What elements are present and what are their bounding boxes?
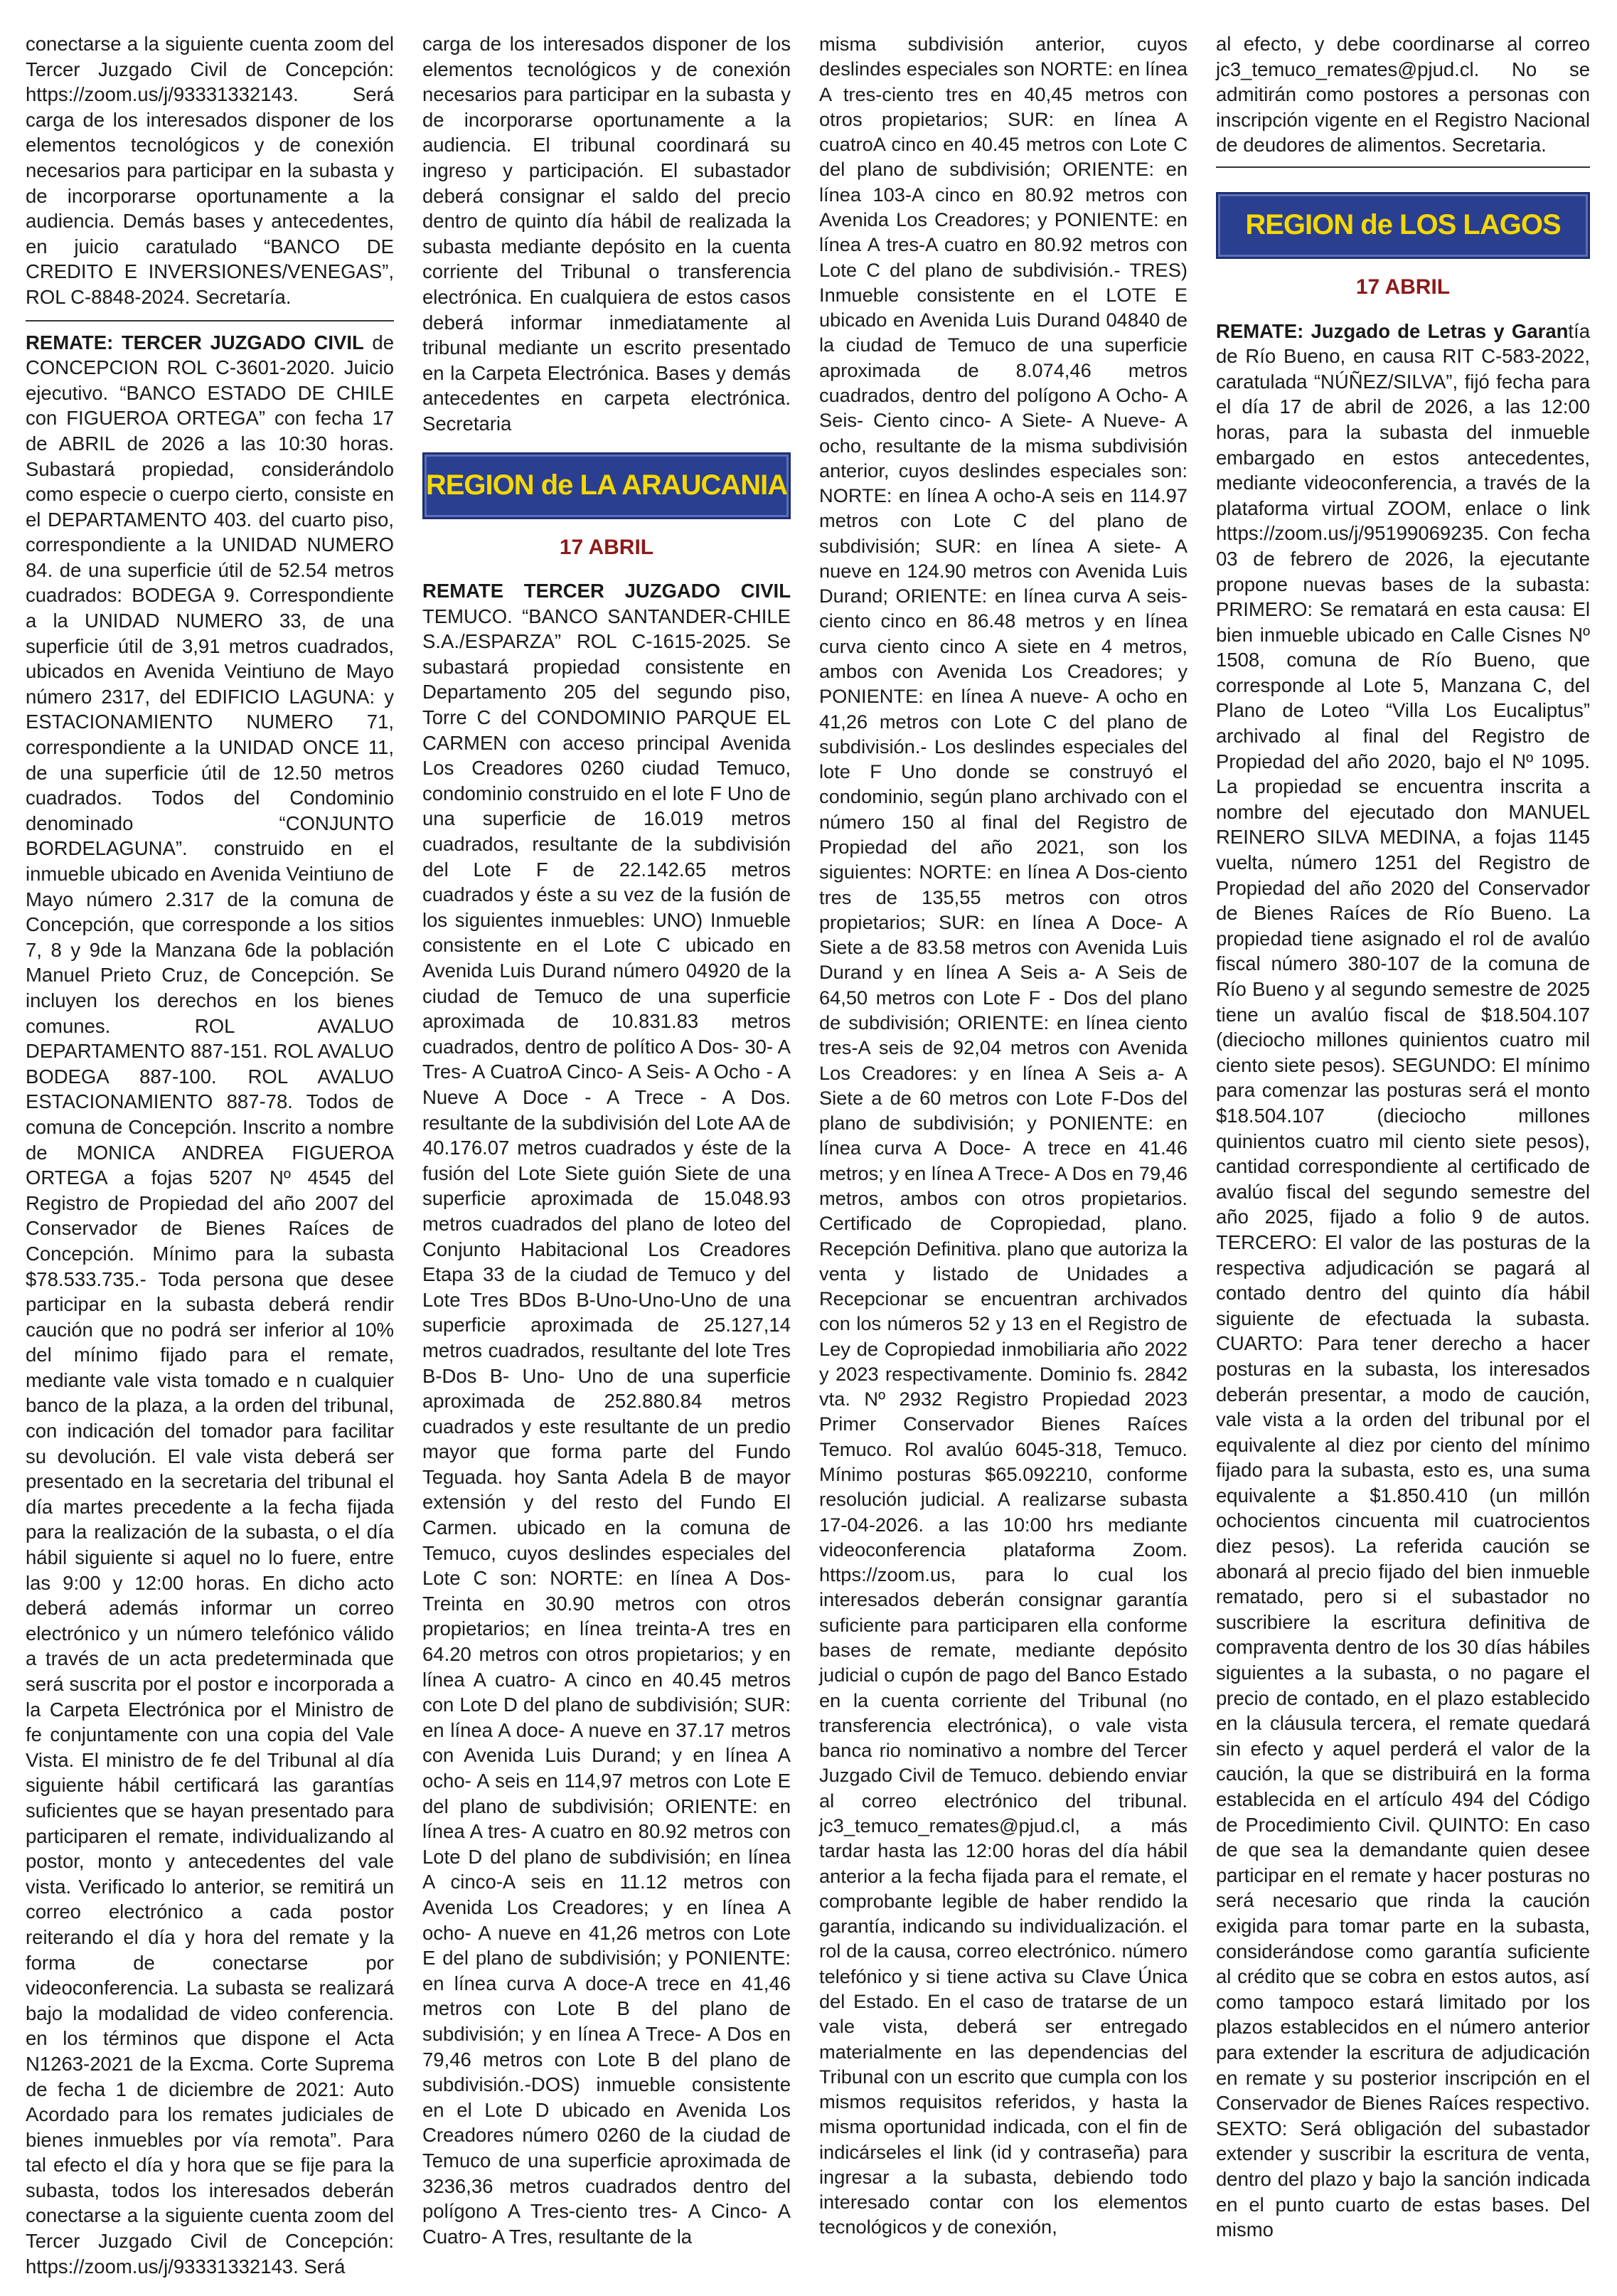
section-date: 17 ABRIL [559, 535, 654, 559]
divider [26, 320, 394, 321]
notice-temuco [422, 578, 791, 2249]
notice-heading: REMATE: Juzgado de Letras y Garan [1216, 319, 1569, 342]
notice-rio-bueno [1216, 319, 1590, 2243]
notice-body: TEMUCO. “BANCO SANTANDER-CHILE S.A./ESPARZA” ROL C-1615-2025. Se subastará propiedad consistente en Departamento 205 del segundo piso, Torre C del CONDOMINIO PARQUE EL CARMEN con acceso principal Avenida Los Creadores 0260 ciudad Temuco, condominio construido en el lote F Uno de una superficie de 16.019 metros cuadrados, resultante de la subdivisión del Lote F de 22.142.65 metros cuadrados y éste a su vez de la fusión de los siguientes inmuebles: UNO) Inmueble consistente en el Lote C ubicado en Avenida Luis Durand número 04920 de la ciudad de Temuco de una superficie aproximada de 10.831.83 metros cuadrados, dentro de político A Dos- 30- A Tres- A CuatroA Cinco- A Seis- A Ocho - A Nueve A Doce - A Trece - A Dos. resultante de la subdivisión del Lote AA de 40.176.07 metros cuadrados y éste de la fusión del Lote Siete guión Siete de una superficie aproximada de 15.048.93 metros cuadrados del plano de loteo del Conjunto Habitacional Los Creadores Etapa 33 de la ciudad de Temuco y del Lote Tres BDos B-Uno-Uno-Uno de una superficie aproximada de 25.127,14 metros cuadrados, resultante del lote Tres B-Dos B- Uno- Uno de una superficie aproximada de 252.880.84 metros cuadrados y este resultante de un predio mayor que forma parte del Fundo Teguada. hoy Santa Adela B de mayor extensión y del resto del Fundo El Carmen. ubicado en la comuna de Temuco, cuyos deslindes especiales del Lote C son: NORTE: en línea A Dos-Treinta en 30.90 metros con otros propietarios; en línea treinta-A tres en 64.20 metros con otros propietarios; y en línea A cuatro- A cinco en 40.45 metros con Lote D del plano de subdivisión; SUR: en línea A doce- A nueve en 37.17 metros con Avenida Luis Durand; y en línea A ocho- A seis en 114,97 metros con Lote E del plano de subdivisión; ORIENTE: en línea A tres- A cuatro en 80.92 metros con Lote D del plano de subdivisión; en línea A cinco-A seis en 11.12 metros con Avenida Los Creadores; y en línea A ocho- A nueve en 41,26 metros con Lote E del plano de subdivisión; y PONIENTE: en línea curva A doce-A trece en 41,46 metros con Lote B del plano de subdivisión; y en línea A Trece- A Dos en 79,46 metros con Lote B del plano de subdivisión.-DOS) inmueble consistente en el Lote D ubicado en Avenida Los Creadores número 0260 de la ciudad de Temuco de una superficie aproximada de 3236,36 metros cuadrados dentro del polígono A Tres-ciento tres- A Cinco- A Cuatro- A Tres, resultante de la [422, 605, 791, 2248]
notice-body: de CONCEPCION ROL C-3601-2020. Juicio ejecutivo. “BANCO ESTADO DE CHILE con FIGUEROA ORTEGA” con fecha 17 de ABRIL de 2026 a las 10:30 horas. Subastará propiedad, considerándolo como especie o cuerpo cierto, consiste en el DEPARTAMENTO 403. del cuarto piso, correspondiente a la UNIDAD NUMERO 84. de una superficie útil de 52.54 metros cuadrados: BODEGA 9. Correspondiente a la UNIDAD NUMERO 33, de una superficie útil de 3,91 metros cuadrados, ubicados en Avenida Veintiuno de Mayo número 2317, del EDIFICIO LAGUNA: y ESTACIONAMIENTO NUMERO 71, correspondiente a la UNIDAD ONCE 11, de una superficie útil de 12.50 metros cuadrados. Todos del Condominio denominado “CONJUNTO BORDELAGUNA”. construido en el inmueble ubicado en Avenida Veintiuno de Mayo número 2.317 de la comuna de Concepción, que corresponde a los sitios 7, 8 y 9de la Manzana 6de la población Manuel Prieto Cruz, de Concepción. Se incluyen los derechos en los bienes comunes. ROL AVALUO DEPARTAMENTO 887-151. ROL AVALUO BODEGA 887-100. ROL AVALUO ESTACIONAMIENTO 887-78. Todos de comuna de Concepción. Inscrito a nombre de MONICA ANDREA FIGUEROA ORTEGA a fojas 5207 Nº 4545 del Registro de Propiedad del año 2007 del Conservador de Bienes Raíces de Concepción. Mínimo para la subasta $78.533.735.- Toda persona que desee participar en la subasta deberá rendir caución que no podrá ser inferior al 10% del mínimo fijado para el remate, mediante vale vista tomado e n cualquier banco de la plaza, a la orden del tribunal, con indicación del tomador para facilitar su devolución. El vale vista deberá ser presentado en la secretaria del tribunal el día martes precedente a la fecha fijada para la realización de la subasta, o el día hábil siguiente si aquel no lo fuere, entre las 9:00 y 12:00 horas. En dicho acto deberá además informar un correo electrónico y un número telefónico válido a través de un acta predeterminada que será suscrita por el postor e incorporada a la Carpeta Electrónica por el Ministro de fe conjuntamente con una copia del Vale Vista. El ministro de fe del Tribunal al día siguiente hábil certificará las garantías suficientes que se hayan presentado para participaren el remate, individualizando al postor, monto y antecedentes del vale vista. Verificado lo anterior, se remitirá un correo electrónico a cada postor reiterando el día y hora del remate y la forma de conectarse por videoconferencia. La subasta se realizará bajo la modalidad de video conferencia. en los términos que dispone el Acta N1263-2021 de la Excma. Corte Suprema de fecha 1 de diciembre de 2021: Auto Acordado para los remates judiciales de bienes inmuebles por vía remota”. Para tal efecto el día y hora que se fije para la subasta, todos los interesados deberán conectarse a la siguiente cuenta zoom del Tercer Juzgado Civil de Concepción: https://zoom.us/j/93331332143. Será [26, 331, 394, 2278]
notice-continuation: al efecto, y debe coordinarse al correo jc3_temuco_remates@pjud.cl. No se admitirán como postores a personas con inscripción vigente en el Registro Nacional de deudores de alimentos. Secretaria. [1216, 33, 1590, 156]
region-banner-los-lagos: REGION de LOS LAGOS [1216, 192, 1590, 259]
notice-heading: REMATE TERCER JUZGADO CIVIL [422, 580, 791, 602]
column-1 [26, 31, 394, 2279]
column-4 [1216, 31, 1590, 2243]
notice-continuation: conectarse a la siguiente cuenta zoom del Tercer Juzgado Civil de Concepción: https://zoom.us/j/93331332143. Será carga de los interesados disponer de los elementos tecnológicos y de conexión necesarios para participar en la subasta y de incorporarse oportunamente a la audiencia. Demás bases y antecedentes, en juicio caratulado “BANCO DE CREDITO E INVERSIONES/VENEGAS”, ROL C-8848-2024. Secretaría. [26, 33, 394, 308]
notice-continuation: carga de los interesados disponer de los elementos tecnológicos y de conexión necesarios para participar en la subasta y de incorporarse oportunamente a la audiencia. El tribunal coordinará su ingreso y participación. El subastador deberá consignar el saldo del precio dentro de quinto día hábil de realizada la subasta mediante depósito en la cuenta corriente del Tribunal o transferencia electrónica. En cualquiera de estos casos deberá informar inmediatamente al tribunal mediante un escrito presentado en la Carpeta Electrónica. Bases y demás antecedentes en carpeta electrónica. Secretaria [422, 33, 791, 435]
region-banner-araucania: REGION de LA ARAUCANIA [422, 452, 791, 519]
divider [1216, 166, 1590, 168]
notice-continuation: misma subdivisión anterior, cuyos deslindes especiales son NORTE: en línea A tres-ciento tres en 40,45 metros con otros propietarios; SUR: en línea A cuatroA cinco en 40.45 metros con Lote C del plano de subdivisión; ORIENTE: en línea 103-A cinco en 80.92 metros con Avenida Los Creadores; y PONIENTE: en línea A tres-A cuatro en 80.92 metros con Lote C del plano de subdivisión.- TRES) Inmueble consistente en el LOTE E ubicado en Avenida Luis Durand 04840 de la ciudad de Temuco de una superficie aproximada de 8.074,46 metros cuadrados, dentro del polígono A Ocho- A Seis- Ciento cinco- A Siete- A Nueve- A ocho, resultante de la misma subdivisión anterior, cuyos deslindes especiales son: NORTE: en línea A ocho-A seis en 114.97 metros con Lote C del plano de subdivisión; SUR: en línea A siete- A nueve en 124.90 metros con Avenida Luis Durand; ORIENTE: en línea curva A seis-ciento cinco en 86.48 metros y en línea curva ciento cinco A siete en 4 metros, ambos con Avenida Los Creadores; y PONIENTE: en línea A nueve- A ocho en 41,26 metros con Lote C del plano de subdivisión.- Los deslindes especiales del lote F Uno donde se construyó el condominio, según plano archivado con el número 150 al final del Registro de Propiedad del año 2021, son los siguientes: NORTE: en línea A Dos-ciento tres de 135,55 metros con otros propietarios; SUR: en línea A Doce- A Siete a de 83.58 metros con Avenida Luis Durand y en línea A Seis a- A Seis de 64,50 metros con Lote F - Dos del plano de subdivisión; ORIENTE: en línea ciento tres-A seis de 92,04 metros con Avenida Los Creadores: y en línea A Seis a- A Siete a de 60 metros con Lote F-Dos del plano de subdivisión; y PONIENTE: en línea curva A Doce- A trece en 41.46 metros; y en línea A Trece- A Dos en 79,46 metros, ambos con otros propietarios. Certificado de Copropiedad, plano. Recepción Definitiva. plano que autoriza la venta y listado de Unidades a Recepcionar se encuentran archivados con los números 52 y 13 en el Registro de Ley de Copropiedad inmobiliaria año 2022 y 2023 respectivamente. Dominio fs. 2842 vta. Nº 2932 Registro Propiedad 2023 Primer Conservador Bienes Raíces Temuco. Rol avalúo 6045-318, Temuco. Mínimo posturas $65.092210, conforme resolución judicial. A realizarse subasta 17-04-2026. a las 10:00 hrs mediante videoconferencia plataforma Zoom. https://zoom.us, para lo cual los interesados deberán consignar garantía suficiente para participaren ella conforme bases de remate, mediante depósito judicial o cupón de pago del Banco Estado en la cuenta corriente del Tribunal (no transferencia electrónica), o vale vista banca rio nominativo a nombre del Tercer Juzgado Civil de Temuco. debiendo enviar al correo electrónico del tribunal. jc3_temuco_remates@pjud.cl, a más tardar hasta las 12:00 horas del día hábil anterior a la fecha fijada para el remate, el comprobante legible de haber rendido la garantía, indicando su individualización. el rol de la causa, correo electrónico. número telefónico y si tiene activa su Clave Única del Estado. En el caso de tratarse de un vale vista, deberá ser entregado materialmente en las dependencias del Tribunal con un escrito que cumpla con los mismos requisitos referidos, y hasta la misma oportunidad indicada, con el fin de indicárseles el link (id y contraseña) para ingresar a la subasta, debiendo todo interesado contar con los elementos tecnológicos y de conexión, [819, 33, 1188, 2238]
column-2 [422, 31, 791, 2249]
notice-concepcion [26, 330, 394, 2280]
section-date: 17 ABRIL [1355, 275, 1451, 299]
notice-heading: REMATE: TERCER JUZGADO CIVIL [26, 331, 364, 354]
column-3 [819, 31, 1188, 2240]
notice-body: tía de Río Bueno, en causa RIT C-583-2022, caratulada “NÚÑEZ/SILVA”, fijó fecha para el día 17 de abril de 2026, a las 12:00 horas, para la subasta del inmueble embargado en estos antecedentes, mediante videoconferencia, a través de la plataforma virtual ZOOM, enlace o link https://zoom.us/j/95199069235. Con fecha 03 de febrero de 2026, la ejecutante propone nuevas bases de la subasta: PRIMERO: Se rematará en esta causa: El bien inmueble ubicado en Calle Cisnes Nº 1508, comuna de Río Bueno, que corresponde al Lote 5, Manzana C, del Plano de Loteo “Villa Los Eucaliptus” archivado al final del Registro de Propiedad del año 2020, bajo el Nº 1095. La propiedad se encuentra inscrita a nombre del ejecutado don MANUEL REINERO SILVA MEDINA, a fojas 1145 vuelta, número 1251 del Registro de Propiedad del año 2020 del Conservador de Bienes Raíces de Río Bueno. La propiedad tiene asignado el rol de avalúo fiscal número 380-107 de la comuna de Río Bueno y al segundo semestre de 2025 tiene un avalúo fiscal de $18.504.107 (dieciocho millones quinientos cuatro mil ciento siete pesos). SEGUNDO: El mínimo para comenzar las posturas será el monto $18.504.107 (dieciocho millones quinientos cuatro mil ciento siete pesos), cantidad correspondiente al certificado de avalúo fiscal del segundo semestre del año 2025, fijado a folio 9 de autos. TERCERO: El valor de las posturas de la respectiva adjudicación se pagará al contado dentro del quinto día hábil siguiente de efectuada la subasta. CUARTO: Para tener derecho a hacer posturas en la subasta, los interesados deberán presentar, a modo de caución, vale vista a la orden del tribunal por el equivalente al diez por ciento del mínimo fijado para la subasta, esto es, una suma equivalente a $1.850.410 (un millón ochocientos cincuenta mil cuatrocientos diez pesos). La referida caución se abonará al precio fijado del bien inmueble rematado, pero si el subastador no suscribiere la escritura definitiva de compraventa dentro de los 30 días hábiles siguientes a la subasta, o no pagare el precio de contado, en el plazo establecido en la cláusula tercera, el remate quedará sin efecto y aquel perderá el valor de la caución, la que se distribuirá en la forma establecida en el artículo 494 del Código de Procedimiento Civil. QUINTO: En caso de que sea la demandante quien desee participar en el remate y hacer posturas no será necesario que rinda la caución exigida para tomar parte en la subasta, considerándose como garantía suficiente al crédito que se cobra en estos autos, así como tampoco estará limitado por los plazos establecidos en el número anterior para extender la escritura de adjudicación en remate y su posterior inscripción en el Conservador de Bienes Raíces respectivo. SEXTO: Será obligación del subastador extender y suscribir la escritura de venta, dentro del plazo y bajo la sanción indicada en el punto cuarto de estas bases. Del mismo [1216, 319, 1590, 2241]
